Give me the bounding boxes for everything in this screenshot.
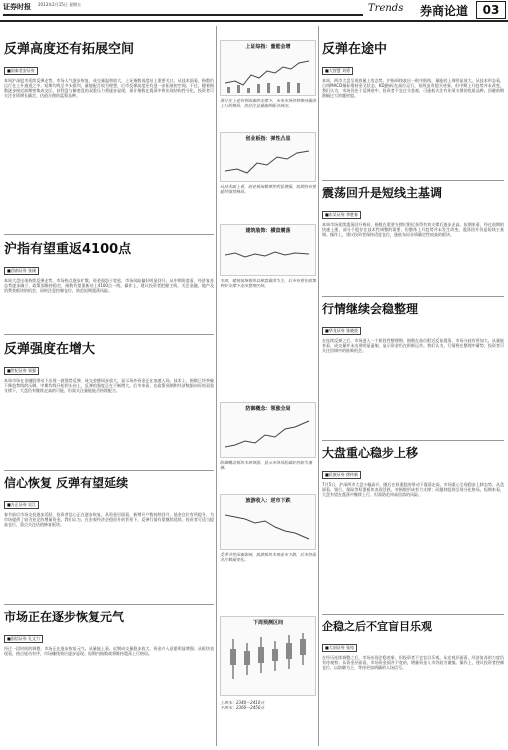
chart-defensive [220,402,316,458]
article-byline: ■方正证券 吴江 [4,501,39,509]
article-body: 本周市场在金融股带动下出现一波强势反弹，成交金额同步放大，显示场外资金正在加速入场。技术上，指数已经突破下降趋势线的压制，中期均线开始拐头向上，反弹的强度正在不断增大。后市来看，在政策预期和经济数据向好的双重支撑下，大盘仍有继续走高的可能，但需关注量能能否持续配合。 [4,378,214,393]
article-headline: 反弹高度还有拓展空间 [4,42,135,57]
section-title: 券商论道 [420,4,469,18]
article-body: 在经历连续调整之后，市场出现企稳迹象，但投资者不宜盲目乐观。从宏观层面看，经济复苏的力度仍有待观察；从资金层面看，市场资金面并不宽裕，增量资金入市仍较为谨慎。操作上，建议投资者控制仓位，以防御为主，等待更加明确的入场信号。 [322,655,504,670]
masthead [0,0,508,22]
section-divider [322,296,504,297]
brand-name: Trends [368,3,404,14]
article-3 [4,338,214,488]
chart-shanghai-index [220,40,316,96]
article-headline: 反弹强度在增大 [4,342,96,357]
chart-caption: 从技术面上看，创业板指数弹性明显增强，短期仍有望延续强势格局。 [220,184,316,194]
article-8 [322,300,504,458]
article-headline: 震荡回升是短线主基调 [322,186,443,200]
article-byline: ■大同证券 张纯 [322,644,357,652]
chart-title: 旅游收入：逆市下跌 [245,498,291,504]
article-body: 春节前后市场交投逐步活跃，投资者信心正在逐步恢复。从资金层面看，新增开户数持续回升，基金仓位有所提升，为市场提供了较为充足的增量资金。我们认为，在宏观经济企稳回升的背景下，反弹行情有望继续延续，投资者可适当提高仓位，重点关注估值修复板块。 [4,512,214,527]
chart-tourism [220,494,316,550]
article-headline: 信心恢复 反弹有望延续 [4,476,129,490]
chart-caption: 防御概念板块本周领涨，显示市场风险偏好仍较为谨慎。 [220,460,312,470]
candlestick-plot [225,53,311,93]
section-divider [4,470,214,471]
article-10 [322,618,504,750]
section-divider [322,180,504,181]
chart-caption: 预计在上述有利因素的支撑下，未来市场仍将维持震荡上行的格局，但应注意量能的配合情况。 [220,98,316,108]
article-headline: 反弹在途中 [322,42,388,57]
article-byline: ■国信证券 孔文力 [4,635,43,643]
article-5 [4,608,214,750]
article-6 [322,38,504,188]
chart-caption: 上周末：2340—2410点 下周末：2360—2450点 [220,700,265,710]
article-body: 经过一段时间的调整，市场正在逐步恢复元气。从量能上看，近期成交量稳步放大，资金介入意愿明显增强；从板块表现看，热点轮动有序，市场赚钱效应逐步显现。短期内指数或将维持震荡上行格局。 [4,646,214,656]
article-9 [322,444,504,632]
page-number: 03 [476,1,506,19]
section-divider [4,234,214,235]
chart-title: 建筑装饰：横盘震荡 [245,228,291,234]
article-body: 本周沪深股市延续反弹走势，市场人气逐步恢复，成交量温和放大，上证指数再度站上重要关口。从技术面看，指数仍运行在上升通道之中，短期均线呈多头排列，量能配合较为理想，后市反弹高度还有进一步拓展的空间。不过，随着指数逐步接近前期密集成交区，获利盘与解套盘的双重压力将逐步显现，预计指数在震荡中将出现结构性分化，投资者可关注业绩增长确定、估值合理的蓝筹品种。 [4,78,214,98]
article-body: 7月5日，沪深两市大盘小幅高开，随后在权重股的带动下震荡走高，市场重心呈现稳步上移态势。从盘面看，银行、保险等权重板块表现活跃，对指数形成有力支撑；而题材股则呈现分化格局。短期来看，大盘有望在震荡中继续上行，但需防范冲高回落的风险。 [322,482,504,497]
masthead-rule [3,14,363,16]
article-body: 本周市场延续震荡回升格局，指数在重要支撑位附近获得有效支撑后逐步走高。短期来看，经过前期的快速上涨，部分个股存在技术性调整的需要，但整体上升趋势并未发生改变，震荡回升仍是短线主基调。操作上，建议投资者保持适度仓位，逢低布局业绩确定性较高的板块。 [322,222,504,237]
line-plot [225,145,311,179]
chart-chinext-index [220,132,316,182]
article-byline: ■华龙证券 张晓贤 [322,327,361,335]
chart-title: 防御概念：领涨全局 [245,406,291,412]
column-divider [216,26,217,746]
issue-date: 2013年2月15日 星期五 [38,2,82,7]
article-byline: ■世纪证券 邹强 [4,367,39,375]
column-divider [318,26,319,746]
article-body: 本周大盘出现持续反弹走势，市场热点逐步扩散，资金面趋于宽松，市场风险偏好明显回升。从中期角度看，经济复苏态势逐步确立，政策面维持稳定，指数有望重新站上4100点一线。操作上，建议投资者把握主线，关注金融、地产及消费类板块的机会，同时注意控制仓位，防范短期震荡风险。 [4,278,214,293]
chart-caption: 本周，建筑装饰板块以横盘震荡为主，后市有望在政策利好支撑下走出整理区间。 [220,278,316,288]
article-byline: ■国泰君安证券 [4,67,38,75]
chart-caption: 受季节性因素影响，旅游板块本周逆市下跌，后市仍需关注数据变化。 [220,552,316,562]
article-byline: ■东吴证券 李胜春 [322,211,361,219]
line-plot [225,237,311,273]
section-divider [322,440,504,441]
article-1 [4,38,214,224]
article-4 [4,474,214,622]
line-plot [225,415,311,455]
article-body: 在连续反弹之后，市场进入一个阶段性整理期，指数在高位附近反复震荡，市场分歧有所加大。从量能来看，成交量并未出现明显萎缩，显示资金仍在积极运作。我们认为，行情将在整理中蓄势，投资者可关注回调中的低吸机会。 [322,338,504,353]
chart-title: 创业板指：弹性凸显 [245,136,291,142]
section-divider [4,604,214,605]
article-body: 本周，两市大盘呈现放量上攻态势，沪指周线收出一根中阳线，量能较上周明显放大。从技术形态看，日线MACD指标维持金叉状态，KDJ指标在高位运行，短线虽有超买迹象，但中期上升趋势并未改变。我们认为，市场仍处于反弹途中，投资者不宜过分悲观，可逢低关注有业绩支撑的优质品种，回避前期涨幅过大的题材股。 [322,78,504,98]
paper-name: 证券时报 [3,3,31,11]
article-byline: ■西南证券 张刚 [4,267,39,275]
article-headline: 大盘重心稳步上移 [322,446,419,460]
article-byline: ■大智慧 刘勇 [322,67,353,75]
section-divider [4,334,214,335]
chart-title: 上证综指：量能会增 [245,44,291,50]
line-plot [225,507,311,547]
article-headline: 沪指有望重返4100点 [4,242,132,257]
article-byline: ■民族证券 徐传新 [322,471,361,479]
section-divider [322,614,504,615]
article-headline: 行情继续会稳整理 [322,302,419,316]
candlestick-plot [225,629,311,689]
chart-title: 下周预测区间 [252,620,283,626]
chart-forecast [220,616,316,696]
article-headline: 企稳之后不宜盲目乐观 [322,620,432,633]
chart-construction [220,224,316,276]
article-headline: 市场正在逐步恢复元气 [4,610,125,624]
